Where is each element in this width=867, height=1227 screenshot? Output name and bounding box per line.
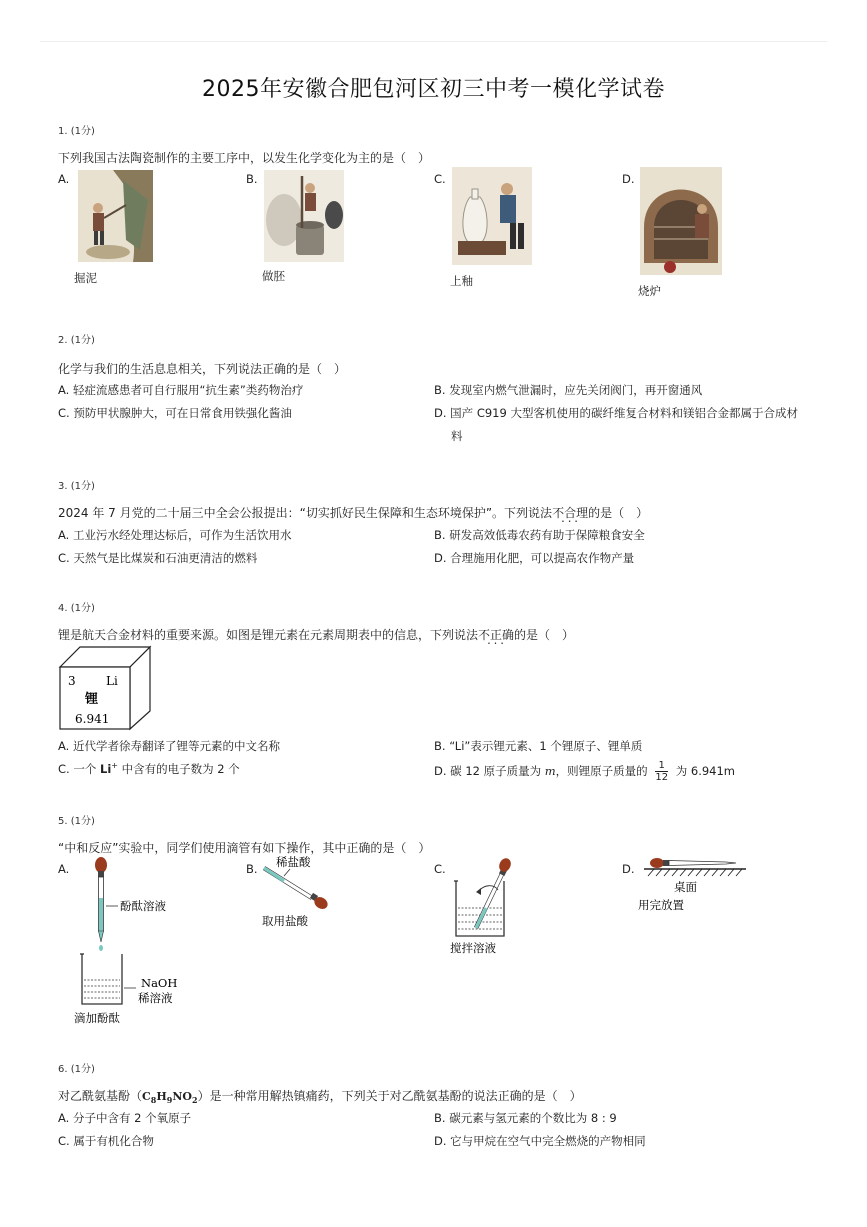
q5-a-caption: 滴加酚酞 — [74, 1011, 120, 1025]
q5-label-d[interactable]: D. — [622, 862, 635, 876]
top-divider — [40, 41, 827, 42]
q3-number: 3. (1分) — [58, 481, 95, 492]
q5-b-caption: 取用盐酸 — [262, 914, 308, 928]
q5-a-tube-label: 酚酞溶液 — [120, 899, 166, 913]
q3-option-a[interactable]: A. 工业污水经处理达标后，可作为生活饮用水 — [58, 528, 292, 542]
q5-label-a[interactable]: A. — [58, 862, 70, 876]
q5-diagram-stirring-solution — [448, 856, 528, 956]
q5-diagram-placing-dropper — [636, 856, 751, 916]
page-title: 2025年安徽合肥包河区初三中考一模化学试卷 — [202, 77, 665, 102]
q5-d-caption: 用完放置 — [638, 898, 684, 912]
q4-option-b[interactable]: B. “Li”表示锂元素、1 个锂原子、锂单质 — [434, 739, 643, 753]
q4-text: 锂是航天合金材料的重要来源。如图是锂元素在元素周期表中的信息，下列说法不正确 • • •的是（ ） — [58, 626, 574, 643]
q5-number: 5. (1分) — [58, 816, 95, 827]
q6-option-b[interactable]: B. 碳元素与氢元素的个数比为 8 : 9 — [434, 1111, 617, 1125]
q3-option-b[interactable]: B. 研发高效低毒农药有助于保障粮食安全 — [434, 528, 645, 542]
q5-diagram-taking-acid — [258, 854, 348, 934]
q5-label-c[interactable]: C. — [434, 862, 446, 876]
q3-option-c[interactable]: C. 天然气是比煤炭和石油更清洁的燃料 — [58, 551, 258, 565]
q4-emphasis: 不正确 • • • — [478, 628, 514, 642]
q1-label-d[interactable]: D. — [622, 172, 635, 186]
q2-text: 化学与我们的生活息息相关，下列说法正确的是（ ） — [58, 362, 347, 376]
q5-a-beaker-label-2: 稀溶液 — [138, 991, 173, 1005]
q5-text: “中和反应”实验中，同学们使用滴管有如下操作，其中正确的是（ ） — [58, 841, 431, 855]
q2-option-d-continued: 料 — [451, 429, 463, 443]
q6-formula: $C_8H_9NO_2$ — [142, 1090, 198, 1106]
q5-diagram-adding-phenolphthalein — [66, 856, 196, 1026]
q2-option-d[interactable]: D. 国产 C919 大型客机使用的碳纤维复合材料和镁铝合金都属于合成材 — [434, 406, 798, 420]
q1-image-digging-clay — [78, 170, 153, 262]
q2-option-a[interactable]: A. 轻症流感患者可自行服用“抗生素”类药物治疗 — [58, 383, 304, 397]
element-symbol: Li — [106, 674, 118, 688]
q5-a-beaker-label-1: NaOH — [141, 976, 178, 990]
q5-b-label: 稀盐酸 — [276, 855, 311, 869]
q2-option-c[interactable]: C. 预防甲状腺肿大，可在日常食用铁强化酱油 — [58, 406, 292, 420]
q2-option-b[interactable]: B. 发现室内燃气泄漏时，应先关闭阀门，再开窗通风 — [434, 383, 703, 397]
q1-caption-d: 烧炉 — [638, 284, 661, 298]
element-name: 锂 — [85, 692, 99, 707]
q4-option-a[interactable]: A. 近代学者徐寿翻译了锂等元素的中文名称 — [58, 739, 280, 753]
q1-label-a[interactable]: A. — [58, 172, 70, 186]
q1-image-glazing — [452, 167, 532, 265]
fraction-one-twelfth: $\frac{1}{12}$ — [655, 760, 669, 783]
q1-caption-b: 做胚 — [262, 269, 285, 283]
q3-text: 2024 年 7 月党的二十届三中全会公报提出：“切实抓好民生保障和生态环境保护”。下列说法不合理 • • •的是（ ） — [58, 504, 648, 521]
q3-emphasis: 不合理 • • • — [552, 506, 588, 520]
q1-caption-a: 掘泥 — [74, 271, 97, 285]
q5-d-label: 桌面 — [674, 880, 697, 894]
q4-option-d[interactable]: D. 碳 12 原子质量为 m，则锂原子质量的 $\frac{1}{12}$ 为 6.941m — [434, 760, 735, 783]
q6-option-c[interactable]: C. 属于有机化合物 — [58, 1134, 154, 1148]
q2-number: 2. (1分) — [58, 335, 95, 346]
q1-image-making-body — [264, 170, 344, 262]
q3-option-d[interactable]: D. 合理施用化肥，可以提高农作物产量 — [434, 551, 635, 565]
q6-number: 6. (1分) — [58, 1064, 95, 1075]
q4-number: 4. (1分) — [58, 603, 95, 614]
q4-option-c[interactable]: C. 一个 Li+ 中含有的电子数为 2 个 — [58, 761, 240, 776]
q5-c-caption: 搅拌溶液 — [450, 941, 496, 955]
q1-text: 下列我国古法陶瓷制作的主要工序中，以发生化学变化为主的是（ ） — [58, 151, 431, 165]
q5-label-b[interactable]: B. — [246, 862, 258, 876]
q4-element-cell — [58, 645, 154, 731]
q6-option-d[interactable]: D. 它与甲烷在空气中完全燃烧的产物相同 — [434, 1134, 646, 1148]
q1-image-firing-kiln — [640, 167, 722, 275]
q1-label-c[interactable]: C. — [434, 172, 446, 186]
q1-label-b[interactable]: B. — [246, 172, 258, 186]
element-atomic-number: 3 — [68, 674, 76, 688]
q6-option-a[interactable]: A. 分子中含有 2 个氧原子 — [58, 1111, 192, 1125]
element-mass: 6.941 — [75, 712, 110, 726]
q1-number: 1. (1分) — [58, 126, 95, 137]
q6-text: 对乙酰氨基酚$(C_8H_9NO_2)$是一种常用解热镇痛药，下列关于对乙酰氨基酚的说法正确的是（ ） — [58, 1089, 582, 1106]
q1-caption-c: 上釉 — [450, 274, 473, 288]
